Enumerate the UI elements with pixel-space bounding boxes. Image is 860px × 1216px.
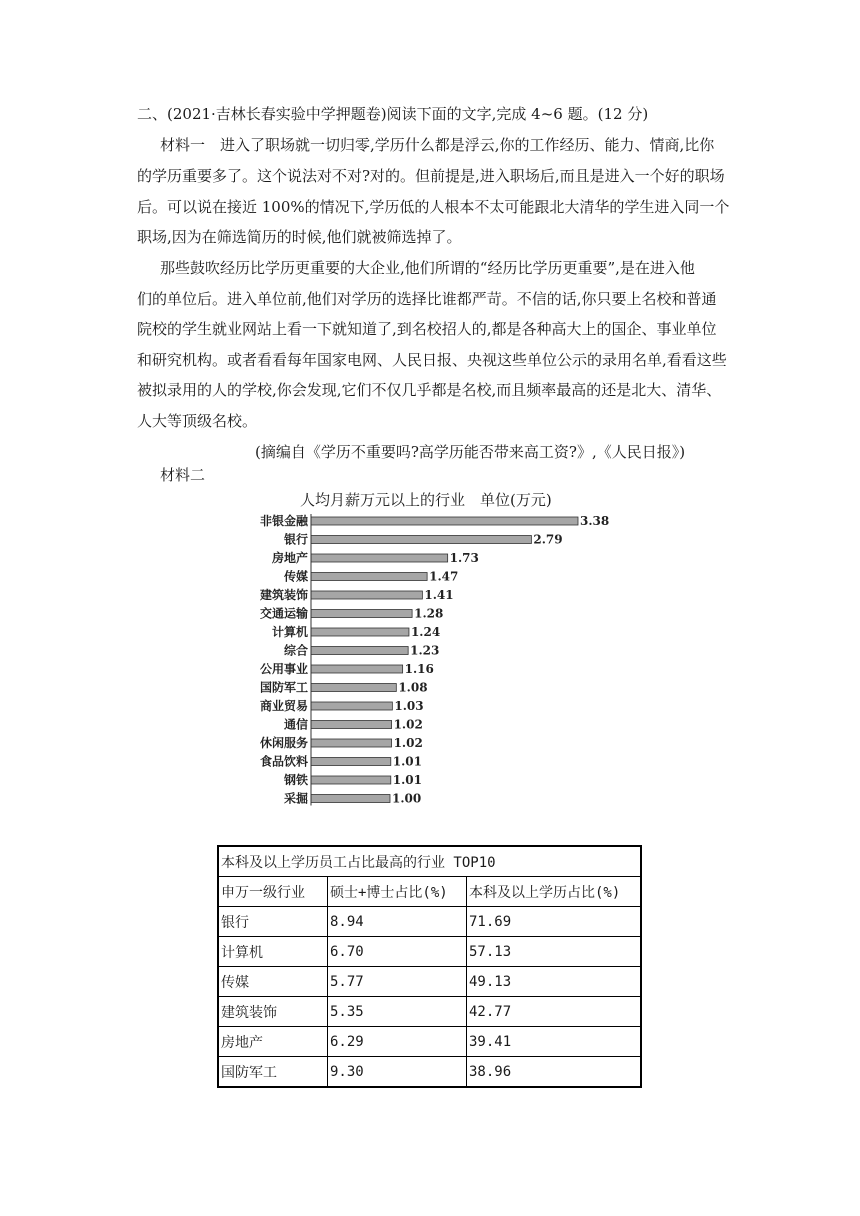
material1-source: (摘编自《学历不重要吗?高学历能否带来高工资?》,《人民日报》) [255,443,686,461]
category-label: 国防军工 [259,680,308,695]
bar [311,554,448,562]
value-label: 1.08 [398,680,428,695]
bar [311,536,531,544]
bar [311,665,403,673]
value-label: 1.02 [393,736,423,750]
value-label: 1.01 [392,773,423,787]
question-header: 二、(2021·吉林长春实验中学押题卷)阅读下面的文字,完成 4~6 题。(12 分) [137,105,649,123]
category-label: 房地产 [271,551,308,565]
value-label: 3.38 [580,514,610,528]
industry-education-table [217,845,642,1088]
table-header-cell: 硕士+博士占比(%) [328,877,467,907]
category-label: 计算机 [271,625,308,639]
category-label: 银行 [283,532,308,547]
table-cell: 8.94 [328,907,467,937]
table-cell: 国防军工 [218,1057,328,1088]
table-row [218,1057,641,1088]
bar [311,795,390,803]
category-label: 非银金融 [259,514,308,528]
table-row [218,907,641,937]
bar [311,517,578,525]
table-header-row [218,877,641,907]
category-label: 采掘 [283,791,308,806]
table-row [218,937,641,967]
value-label: 1.28 [414,606,444,621]
material1-line-1: 材料一 进入了职场就一切归零,学历什么都是浮云,你的工作经历、能力、情商,比你 [160,136,715,154]
table-cell: 9.30 [328,1057,467,1088]
material1-para2-line-6: 人大等顶级名校。 [137,412,258,430]
table-cell: 49.13 [467,967,642,997]
category-label: 休闲服务 [259,736,308,750]
table-cell: 5.77 [328,967,467,997]
material1-para2-line-2: 们的单位后。进入单位前,他们对学历的选择比谁都严苛。不信的话,你只要上名校和普通 [137,290,717,308]
value-label: 1.01 [392,754,423,769]
value-label: 1.47 [429,569,459,584]
category-label: 综合 [283,643,308,658]
table-cell: 71.69 [467,907,642,937]
value-label: 1.02 [393,717,423,732]
bar [311,647,408,655]
bar [311,573,427,581]
material1-line-4: 职场,因为在筛选简历的时候,他们就被筛选掉了。 [137,228,462,246]
category-label: 商业贸易 [259,699,308,713]
chart-title: 人均月薪万元以上的行业 单位(万元) [300,491,552,509]
value-label: 1.23 [410,643,440,658]
category-label: 传媒 [283,569,308,584]
bar [311,610,412,618]
table-row [218,1027,641,1057]
bar [311,684,396,692]
table-cell: 42.77 [467,997,642,1027]
table-cell: 计算机 [218,937,328,967]
table-row [218,967,641,997]
value-label: 1.41 [424,588,454,602]
material1-para2-line-3: 院校的学生就业网站上看一下就知道了,到名校招人的,都是各种高大上的国企、事业单位 [137,320,717,338]
table-cell: 57.13 [467,937,642,967]
table-cell: 建筑装饰 [218,997,328,1027]
table-row [218,997,641,1027]
bar [311,758,391,766]
value-label: 1.24 [410,625,441,639]
table-cell: 39.41 [467,1027,642,1057]
table-cell: 房地产 [218,1027,328,1057]
category-label: 公用事业 [259,662,308,676]
table-cell: 传媒 [218,967,328,997]
material1-para2-line-4: 和研究机构。或者看看每年国家电网、人民日报、央视这些单位公示的录用名单,看看这些 [137,351,727,369]
material1-line-2: 的学历重要多了。这个说法对不对?对的。但前提是,进入职场后,而且是进入一个好的职场 [137,167,725,185]
value-label: 1.03 [394,699,424,713]
table-header-cell: 申万一级行业 [218,877,328,907]
category-label: 钢铁 [283,773,308,787]
table-header-cell: 本科及以上学历占比(%) [467,877,642,907]
value-label: 2.79 [533,532,563,547]
table-cell: 5.35 [328,997,467,1027]
category-label: 建筑装饰 [259,588,308,602]
bar [311,739,392,747]
table-cell: 6.70 [328,937,467,967]
table-cell: 银行 [218,907,328,937]
material1-para2-line-5: 被拟录用的人的学校,你会发现,它们不仅几乎都是名校,而且频率最高的还是北大、清华、 [137,381,722,399]
table-cell: 38.96 [467,1057,642,1088]
material1-line-3: 后。可以说在接近 100%的情况下,学历低的人根本不太可能跟北大清华的学生进入同一个 [137,198,730,216]
bar [311,702,392,710]
category-label: 交通运输 [259,606,308,621]
table-cell: 6.29 [328,1027,467,1057]
value-label: 1.73 [449,551,479,565]
value-label: 1.00 [391,791,422,806]
value-label: 1.16 [404,662,434,676]
table-title: 本科及以上学历员工占比最高的行业 TOP10 [218,846,641,877]
bar [311,721,392,729]
material2-label: 材料二 [160,466,206,484]
category-label: 通信 [283,717,308,732]
bar [311,628,409,636]
bar [311,591,422,599]
bar [311,776,391,784]
bar-chart [240,508,640,808]
material1-para2-line-1: 那些鼓吹经历比学历更重要的大企业,他们所谓的“经历比学历更重要”,是在进入他 [160,259,695,277]
category-label: 食品饮料 [259,754,308,769]
